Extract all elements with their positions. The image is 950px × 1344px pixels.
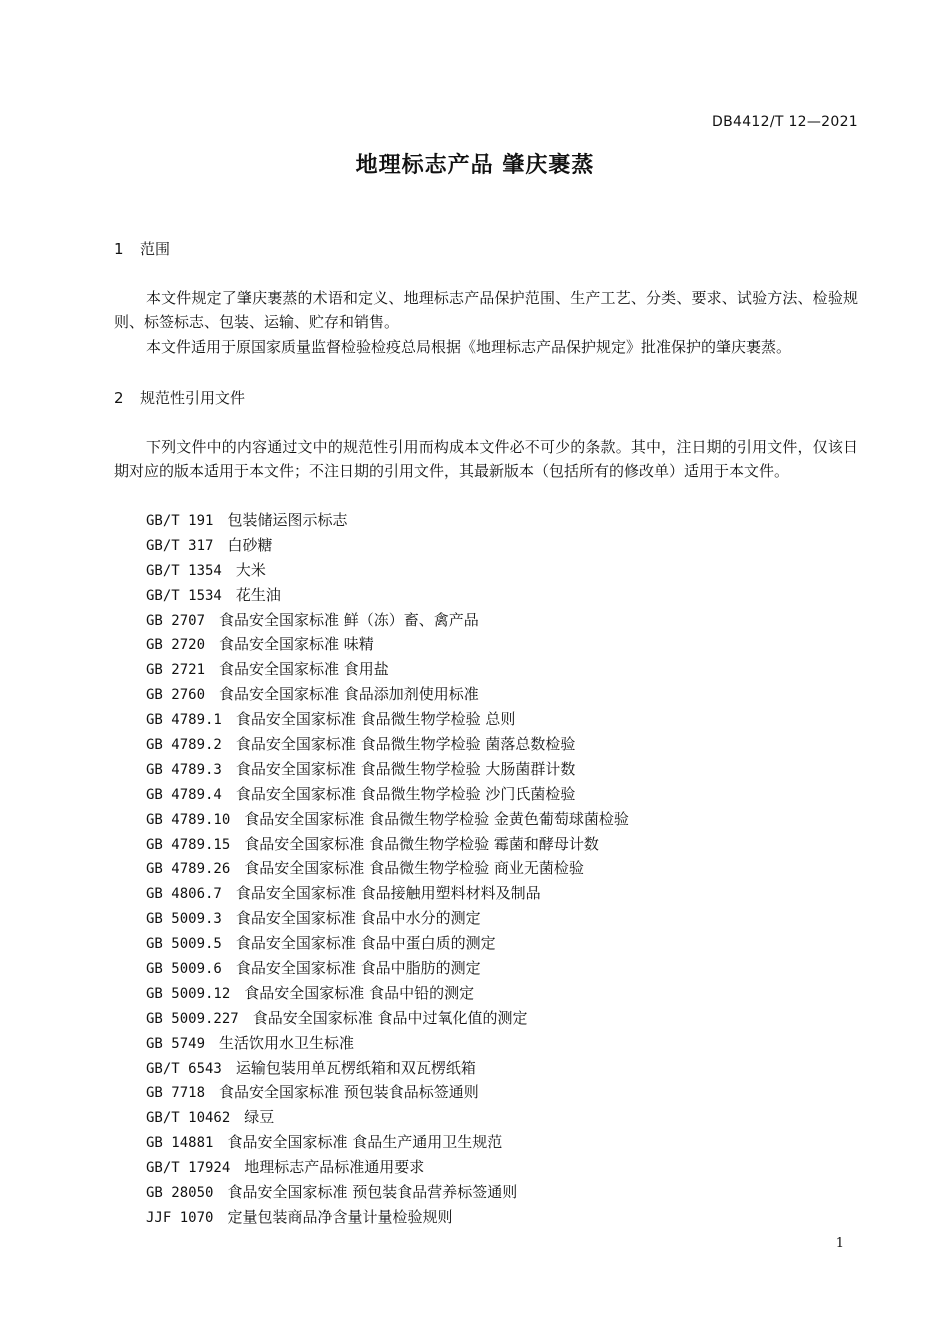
section-number: 2	[114, 389, 124, 407]
reference-title: 包装储运图示标志	[227, 511, 348, 529]
reference-item	[146, 956, 629, 981]
reference-title: 食品安全国家标准 食品接触用塑料材料及制品	[235, 884, 541, 903]
reference-code: GB 2707	[146, 612, 206, 629]
reference-title: 绿豆	[244, 1108, 275, 1127]
reference-item	[146, 707, 629, 732]
reference-item	[146, 1031, 629, 1056]
reference-item	[146, 732, 629, 757]
reference-title: 食品安全国家标准 食品中铅的测定	[244, 983, 475, 1002]
reference-code: GB 4789.26	[146, 861, 231, 878]
reference-title: 花生油	[235, 585, 281, 604]
reference-code: GB 7718	[146, 1085, 206, 1102]
reference-code: GB 5749	[146, 1035, 206, 1052]
reference-code: GB 2760	[146, 687, 206, 704]
reference-item	[146, 782, 629, 807]
reference-title: 食品安全国家标准 食品微生物学检验 商业无菌检验	[244, 859, 584, 878]
reference-item	[146, 856, 629, 881]
reference-code: GB 28050	[146, 1185, 214, 1202]
reference-item	[146, 1056, 629, 1081]
reference-item	[146, 632, 629, 657]
reference-code: GB 2721	[146, 662, 206, 679]
reference-code: GB 4789.4	[146, 786, 222, 803]
reference-code: GB 2720	[146, 637, 206, 654]
reference-item	[146, 1006, 629, 1031]
scope-paragraph-2: 本文件适用于原国家质量监督检验检疫总局根据《地理标志产品保护规定》批准保护的肇庆裹蒸。	[146, 338, 792, 356]
reference-item	[146, 583, 629, 608]
reference-title: 白砂糖	[227, 535, 273, 554]
reference-code: GB 4806.7	[146, 886, 222, 903]
reference-title: 食品安全国家标准 预包装食品标签通则	[219, 1083, 479, 1102]
reference-item	[146, 1080, 629, 1105]
reference-item	[146, 1180, 629, 1205]
reference-code: GB 5009.12	[146, 985, 231, 1002]
section-title: 范围	[140, 240, 171, 258]
reference-title: 食品安全国家标准 食品中脂肪的测定	[235, 959, 481, 978]
reference-list	[146, 508, 629, 1230]
reference-title: 食品安全国家标准 食品微生物学检验 大肠菌群计数	[235, 759, 576, 778]
reference-code: GB 5009.227	[146, 1010, 239, 1027]
reference-item	[146, 1155, 629, 1180]
reference-title: 食品安全国家标准 食品微生物学检验 霉菌和酵母计数	[244, 834, 599, 853]
reference-code: GB/T 6543	[146, 1060, 222, 1077]
reference-item	[146, 931, 629, 956]
reference-code: GB/T 10462	[146, 1110, 231, 1127]
reference-item	[146, 508, 629, 533]
reference-title: 食品安全国家标准 食用盐	[219, 660, 389, 679]
reference-code: GB/T 1534	[146, 587, 222, 604]
reference-item	[146, 608, 629, 633]
reference-item	[146, 657, 629, 682]
reference-code: GB 4789.10	[146, 811, 231, 828]
reference-item	[146, 558, 629, 583]
reference-item	[146, 533, 629, 558]
reference-code: GB 4789.2	[146, 737, 222, 754]
reference-code: GB/T 1354	[146, 562, 222, 579]
reference-title: 食品安全国家标准 食品添加剂使用标准	[219, 685, 479, 704]
section-heading-normative-references	[114, 387, 245, 408]
reference-item	[146, 1205, 629, 1230]
reference-code: GB/T 191	[146, 513, 214, 529]
reference-item	[146, 981, 629, 1006]
reference-code: GB 14881	[146, 1135, 214, 1152]
reference-item	[146, 881, 629, 906]
reference-title: 运输包装用单瓦楞纸箱和双瓦楞纸箱	[235, 1058, 476, 1077]
reference-item	[146, 832, 629, 857]
reference-code: GB 4789.3	[146, 761, 222, 778]
section-number: 1	[114, 240, 124, 258]
reference-item	[146, 906, 629, 931]
reference-code: GB 5009.5	[146, 936, 222, 953]
reference-code: GB/T 317	[146, 537, 214, 554]
reference-item	[146, 1105, 629, 1130]
scope-paragraph-1: 本文件规定了肇庆裹蒸的术语和定义、地理标志产品保护范围、生产工艺、分类、要求、试验方法、检验规则、标签标志、包装、运输、贮存和销售。	[114, 289, 858, 331]
document-title: 地理标志产品 肇庆裹蒸	[355, 153, 595, 178]
reference-title: 食品安全国家标准 食品微生物学检验 总则	[235, 710, 516, 729]
reference-title: 食品安全国家标准 食品生产通用卫生规范	[227, 1133, 503, 1152]
reference-code: GB 4789.1	[146, 712, 222, 729]
reference-title: 生活饮用水卫生标准	[219, 1033, 355, 1052]
reference-item	[146, 807, 629, 832]
document-code: DB4412/T 12—2021	[712, 114, 858, 130]
page-number: 1	[835, 1236, 844, 1251]
reference-title: 食品安全国家标准 食品中蛋白质的测定	[235, 934, 496, 953]
section-heading-scope	[114, 238, 170, 259]
reference-title: 食品安全国家标准 食品中水分的测定	[235, 909, 481, 928]
reference-title: 食品安全国家标准 味精	[219, 635, 374, 654]
reference-title: 地理标志产品标准通用要求	[244, 1158, 425, 1177]
reference-title: 大米	[235, 560, 266, 579]
reference-title: 食品安全国家标准 食品微生物学检验 菌落总数检验	[235, 735, 576, 754]
reference-code: JJF 1070	[146, 1209, 214, 1226]
reference-item	[146, 682, 629, 707]
reference-code: GB 5009.6	[146, 961, 222, 978]
reference-title: 食品安全国家标准 食品微生物学检验 沙门氏菌检验	[235, 784, 576, 803]
reference-title: 食品安全国家标准 食品中过氧化值的测定	[252, 1008, 528, 1027]
reference-title: 食品安全国家标准 食品微生物学检验 金黄色葡萄球菌检验	[244, 809, 629, 828]
reference-title: 食品安全国家标准 鲜（冻）畜、禽产品	[219, 610, 479, 629]
references-intro-paragraph: 下列文件中的内容通过文中的规范性引用而构成本文件必不可少的条款。其中，注日期的引用文件，仅该日期对应的版本适用于本文件；不注日期的引用文件，其最新版本（包括所有的修改单）适用于本文件。	[114, 438, 858, 480]
reference-item	[146, 1130, 629, 1155]
reference-title: 食品安全国家标准 预包装食品营养标签通则	[227, 1183, 518, 1202]
section-title: 规范性引用文件	[140, 389, 246, 407]
reference-code: GB/T 17924	[146, 1160, 231, 1177]
reference-code: GB 4789.15	[146, 836, 231, 853]
reference-item	[146, 757, 629, 782]
reference-code: GB 5009.3	[146, 911, 222, 928]
reference-title: 定量包装商品净含量计量检验规则	[227, 1207, 453, 1226]
